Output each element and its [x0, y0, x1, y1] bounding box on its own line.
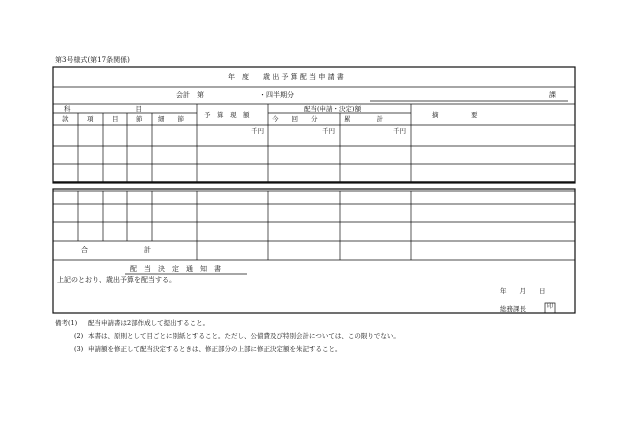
notice-date: 年 月 日 [500, 287, 546, 295]
header-setsu: 節 [136, 115, 143, 123]
header-saisetsu: 細 節 [158, 115, 184, 123]
notice-body: 上記のとおり、歳出予算を配当する。 [57, 276, 176, 284]
note-1: 配当申請書は2部作成して提出すること。 [88, 319, 210, 327]
header-kan: 款 [62, 115, 69, 123]
total-label: 合 計 [81, 246, 151, 254]
note-2: 本書は、原則として目ごとに別紙とすること。ただし、公債費及び特別会計については、この限りでない。 [88, 332, 400, 340]
unit-yosan: 千円 [251, 127, 264, 135]
header-yosan: 予 算 現 額 [204, 111, 250, 119]
header-kamoku: 科 目 [64, 105, 142, 113]
account-label: 会計 第 [176, 91, 204, 99]
form-title: 年 度 歳 出 予 算 配 当 申 請 書 [228, 73, 344, 81]
header-moku: 目 [112, 115, 119, 123]
form-label: 第3号様式(第17条関係) [55, 56, 130, 64]
note-head: 備考(1) [55, 319, 78, 327]
notice-signer: 総務課長 [500, 305, 526, 313]
header-konkai: 今 回 分 [272, 115, 318, 123]
header-haitou: 配当(申請・決定)額 [304, 105, 362, 113]
unit-ruikei: 千円 [393, 127, 406, 135]
note-3: 申請額を修正して配当決定するときは、修正部分の上部に修正決定額を朱記すること。 [88, 345, 342, 353]
seal-box: 印 [546, 303, 553, 310]
note-2-marker: (2) [74, 332, 84, 340]
quarter-label: ・四半期分 [259, 91, 294, 99]
dept-suffix: 課 [549, 91, 556, 99]
header-tekiyou: 摘 要 [432, 111, 478, 119]
header-kou: 項 [87, 115, 94, 123]
header-ruikei: 累 計 [344, 115, 383, 123]
note-3-marker: (3) [74, 345, 84, 353]
unit-konkai: 千円 [322, 127, 335, 135]
notice-title: 配 当 決 定 通 知 書 [130, 265, 221, 273]
